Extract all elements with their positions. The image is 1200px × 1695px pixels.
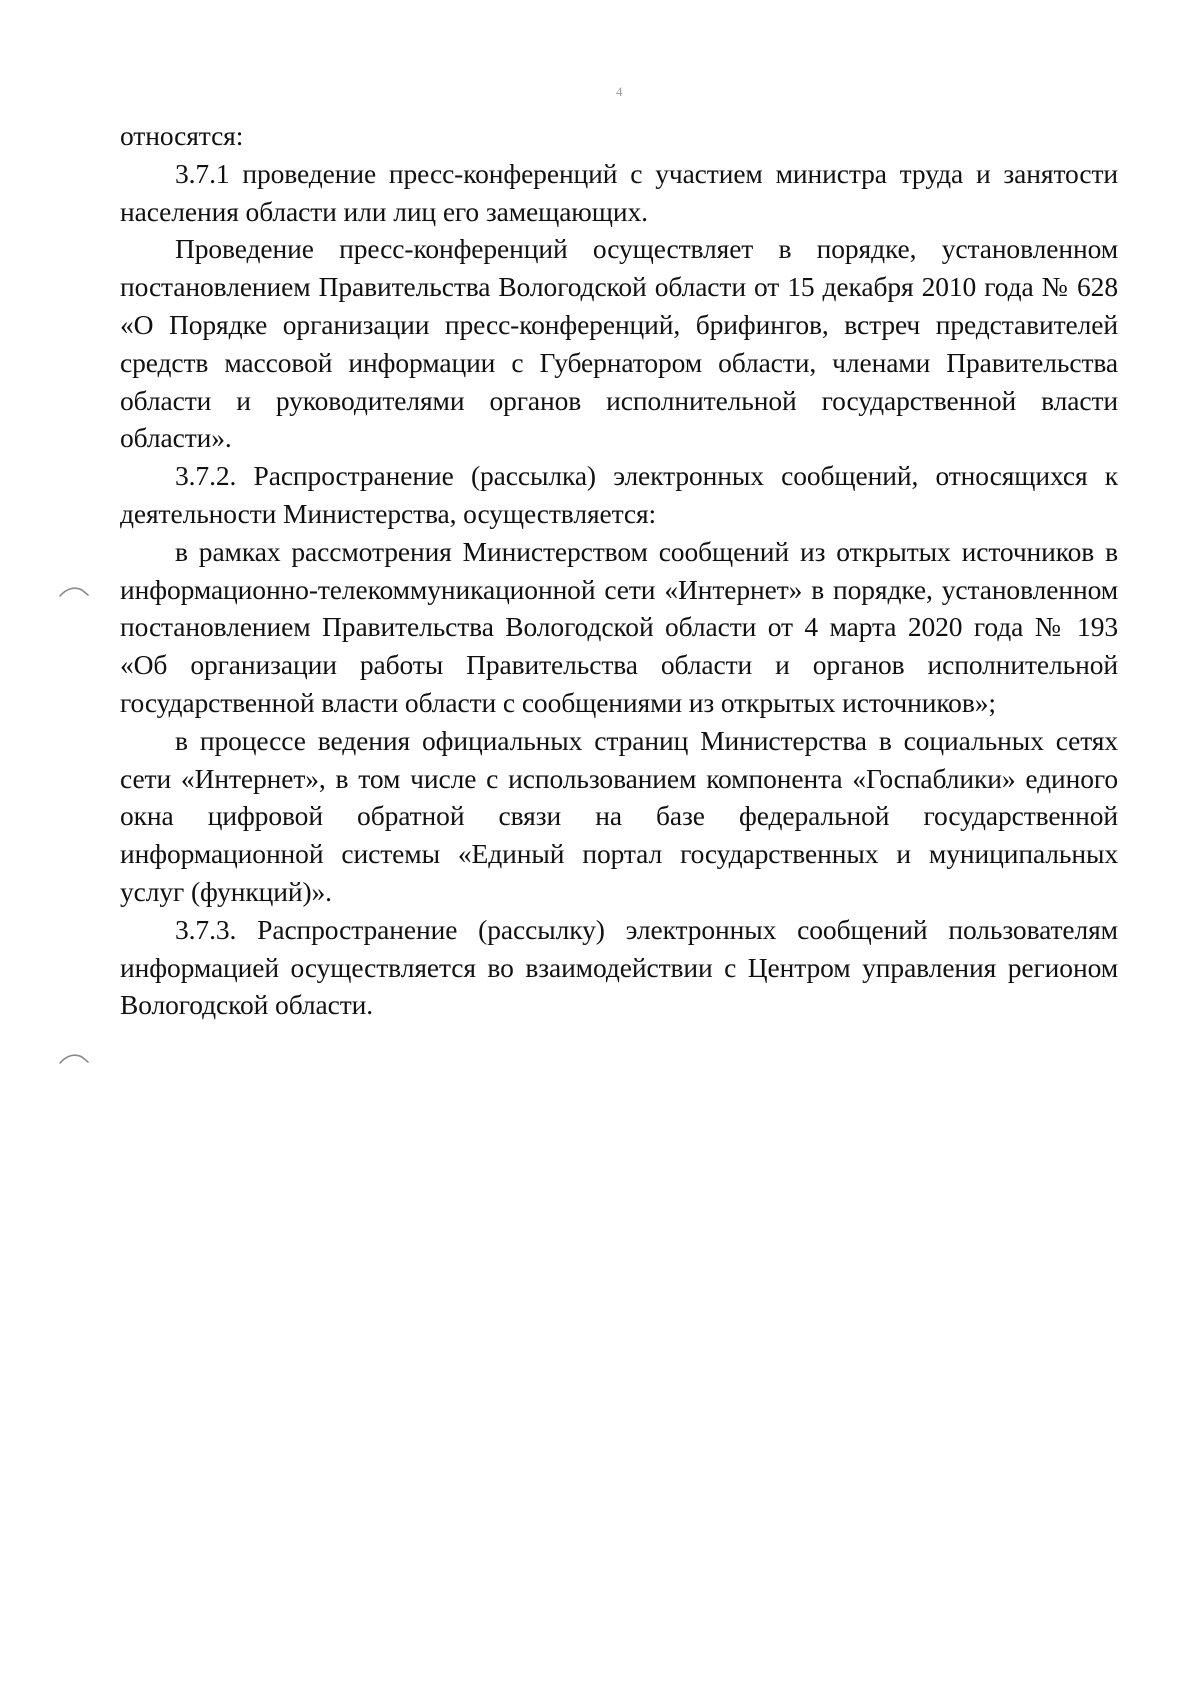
paragraph-3-7-1: 3.7.1 проведение пресс-конференций с участием министра труда и занятости населения области или лиц его замещающих.	[120, 157, 1118, 227]
document-body	[120, 117, 1118, 1024]
paragraph-open-sources: в рамках рассмотрения Министерством сообщений из открытых источников в информационно-телекоммуникационной сети «Интернет» в порядке, установленном постановлением Правительства Вологодской области от 4 марта 2020 года № 193 «Об организации работы Правительства области и органов исполнительной государственной власти области с сообщениями из открытых источников»;	[120, 535, 1118, 718]
margin-mark-1	[58, 585, 90, 599]
page-number: 4	[616, 84, 623, 99]
paragraph-social-networks: в процессе ведения официальных страниц Министерства в социальных сетях сети «Интернет», в том числе с использованием компонента «Госпаблики» единого окна цифровой обратной связи на базе федеральной государственной информационной системы «Единый портал государственных и муниципальных услуг (функций)».	[120, 724, 1118, 907]
margin-mark-2	[58, 1052, 90, 1066]
paragraph-continuation: относятся:	[120, 120, 244, 151]
paragraph-3-7-2: 3.7.2. Распространение (рассылка) электронных сообщений, относящихся к деятельности Министерства, осуществляется:	[120, 460, 1118, 529]
paragraph-3-7-3: 3.7.3. Распространение (рассылку) электронных сообщений пользователям информацией осуществляется во взаимодействии с Центром управления регионом Вологодской области.	[120, 913, 1118, 1021]
paragraph-press-conferences-procedure: Проведение пресс-конференций осуществляет в порядке, установленном постановлением Правительства Вологодской области от 15 декабря 2010 года № 628 «О Порядке организации пресс-конференций, брифингов, встреч представителей средств массовой информации с Губернатором области, членами Правительства области и руководителями органов исполнительной государственной власти области».	[120, 233, 1118, 454]
